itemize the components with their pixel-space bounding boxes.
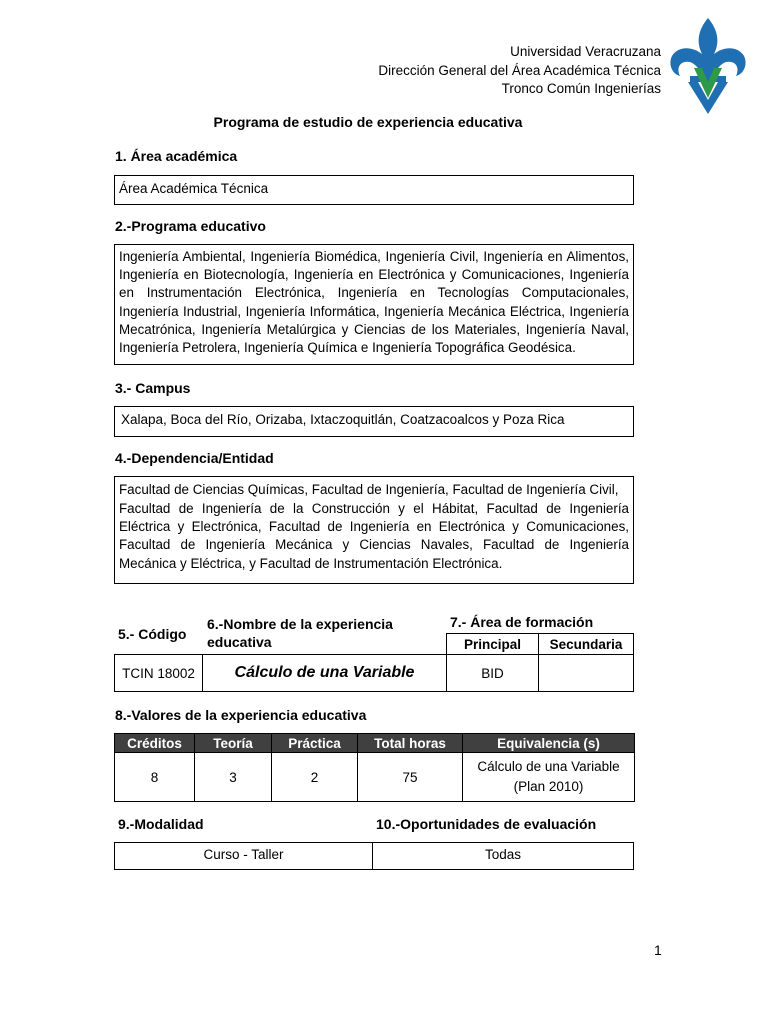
page-title: Programa de estudio de experiencia educativa [213,114,523,130]
valores-header-row [115,734,635,753]
equivalencia-line1: Cálculo de una Variable [477,759,620,774]
campus-heading: 3.- Campus [115,380,191,396]
secundaria-value [538,654,634,692]
programa-box [114,244,634,365]
area-heading: 1. Área académica [115,148,238,164]
valores-heading: 8.-Valores de la experiencia educativa [115,707,367,723]
campus-box [114,406,634,437]
table-row [115,753,635,802]
equivalencia-value [463,753,635,802]
dependencia-box [114,476,634,584]
area-box [114,175,634,205]
col-teoria: Teoría [195,734,272,753]
institution-name: Universidad Veracruzana [510,44,661,59]
uv-logo-icon [668,16,748,116]
dependencia-line1: Facultad de Ciencias Químicas, Facultad de Ingeniería, Facultad de Ingeniería Civil, [119,482,619,497]
nombre-heading-line1: 6.-Nombre de la experiencia [207,616,393,632]
direction-name: Dirección General del Área Académica Técnica [378,63,661,78]
codigo-heading: 5.- Código [118,626,187,642]
dependencia-rest: Facultad de Ingeniería de la Construcción y el Hábitat, Facultad de Ingeniería Eléctrica y Electrónica, Facultad de Ingeniería en Electrónica y Comunicaciones, Facultad de Ingeniería Mecánica y Ciencias Navales, Facultad de Ingeniería Mecánica y Eléctrica, y Facultad de Instrumentación Electrónica. [119,501,629,571]
valores-table [114,733,635,802]
program-trunk-name: Tronco Común Ingenierías [501,81,661,96]
modalidad-value: Curso - Taller [114,842,373,870]
creditos-value: 8 [115,753,195,802]
principal-value: BID [446,654,539,692]
col-creditos: Créditos [115,734,195,753]
nombre-value: Cálculo de una Variable [202,654,447,692]
col-equivalencia: Equivalencia (s) [463,734,635,753]
teoria-value: 3 [195,753,272,802]
oportunidades-value: Todas [372,842,634,870]
principal-header: Principal [446,633,539,655]
oportunidades-heading: 10.-Oportunidades de evaluación [376,816,597,832]
col-practica: Práctica [272,734,358,753]
col-total-horas: Total horas [358,734,463,753]
total-horas-value: 75 [358,753,463,802]
modalidad-heading: 9.-Modalidad [118,816,204,832]
practica-value: 2 [272,753,358,802]
codigo-value: TCIN 18002 [114,654,203,692]
area-value: Área Académica Técnica [119,181,269,196]
equivalencia-line2: (Plan 2010) [513,779,584,794]
secundaria-header: Secundaria [538,633,634,655]
nombre-heading-line2: educativa [207,634,272,650]
programa-value: Ingeniería Ambiental, Ingeniería Biomédica, Ingeniería Civil, Ingeniería en Alimentos, Ingeniería en Biotecnología, Ingeniería en Electrónica y Comunicaciones, Ingeniería en Instrumentación Electrónica, Ingeniería en Tecnologías Computacionales, Ingeniería Industrial, Ingeniería Informática, Ingeniería Mecánica Eléctrica, Ingeniería Mecatrónica, Ingeniería Metalúrgica y Ciencias de los Materiales, Ingeniería Naval, Ingeniería Petrolera, Ingeniería Química e Ingeniería Topográfica Geodésica. [119,249,629,356]
page-number: 1 [654,942,662,958]
area-formacion-heading: 7.- Área de formación [450,614,594,630]
campus-value: Xalapa, Boca del Río, Orizaba, Ixtaczoquitlán, Coatzacoalcos y Poza Rica [121,412,565,427]
programa-heading: 2.-Programa educativo [115,218,266,234]
dependencia-heading: 4.-Dependencia/Entidad [115,450,274,466]
